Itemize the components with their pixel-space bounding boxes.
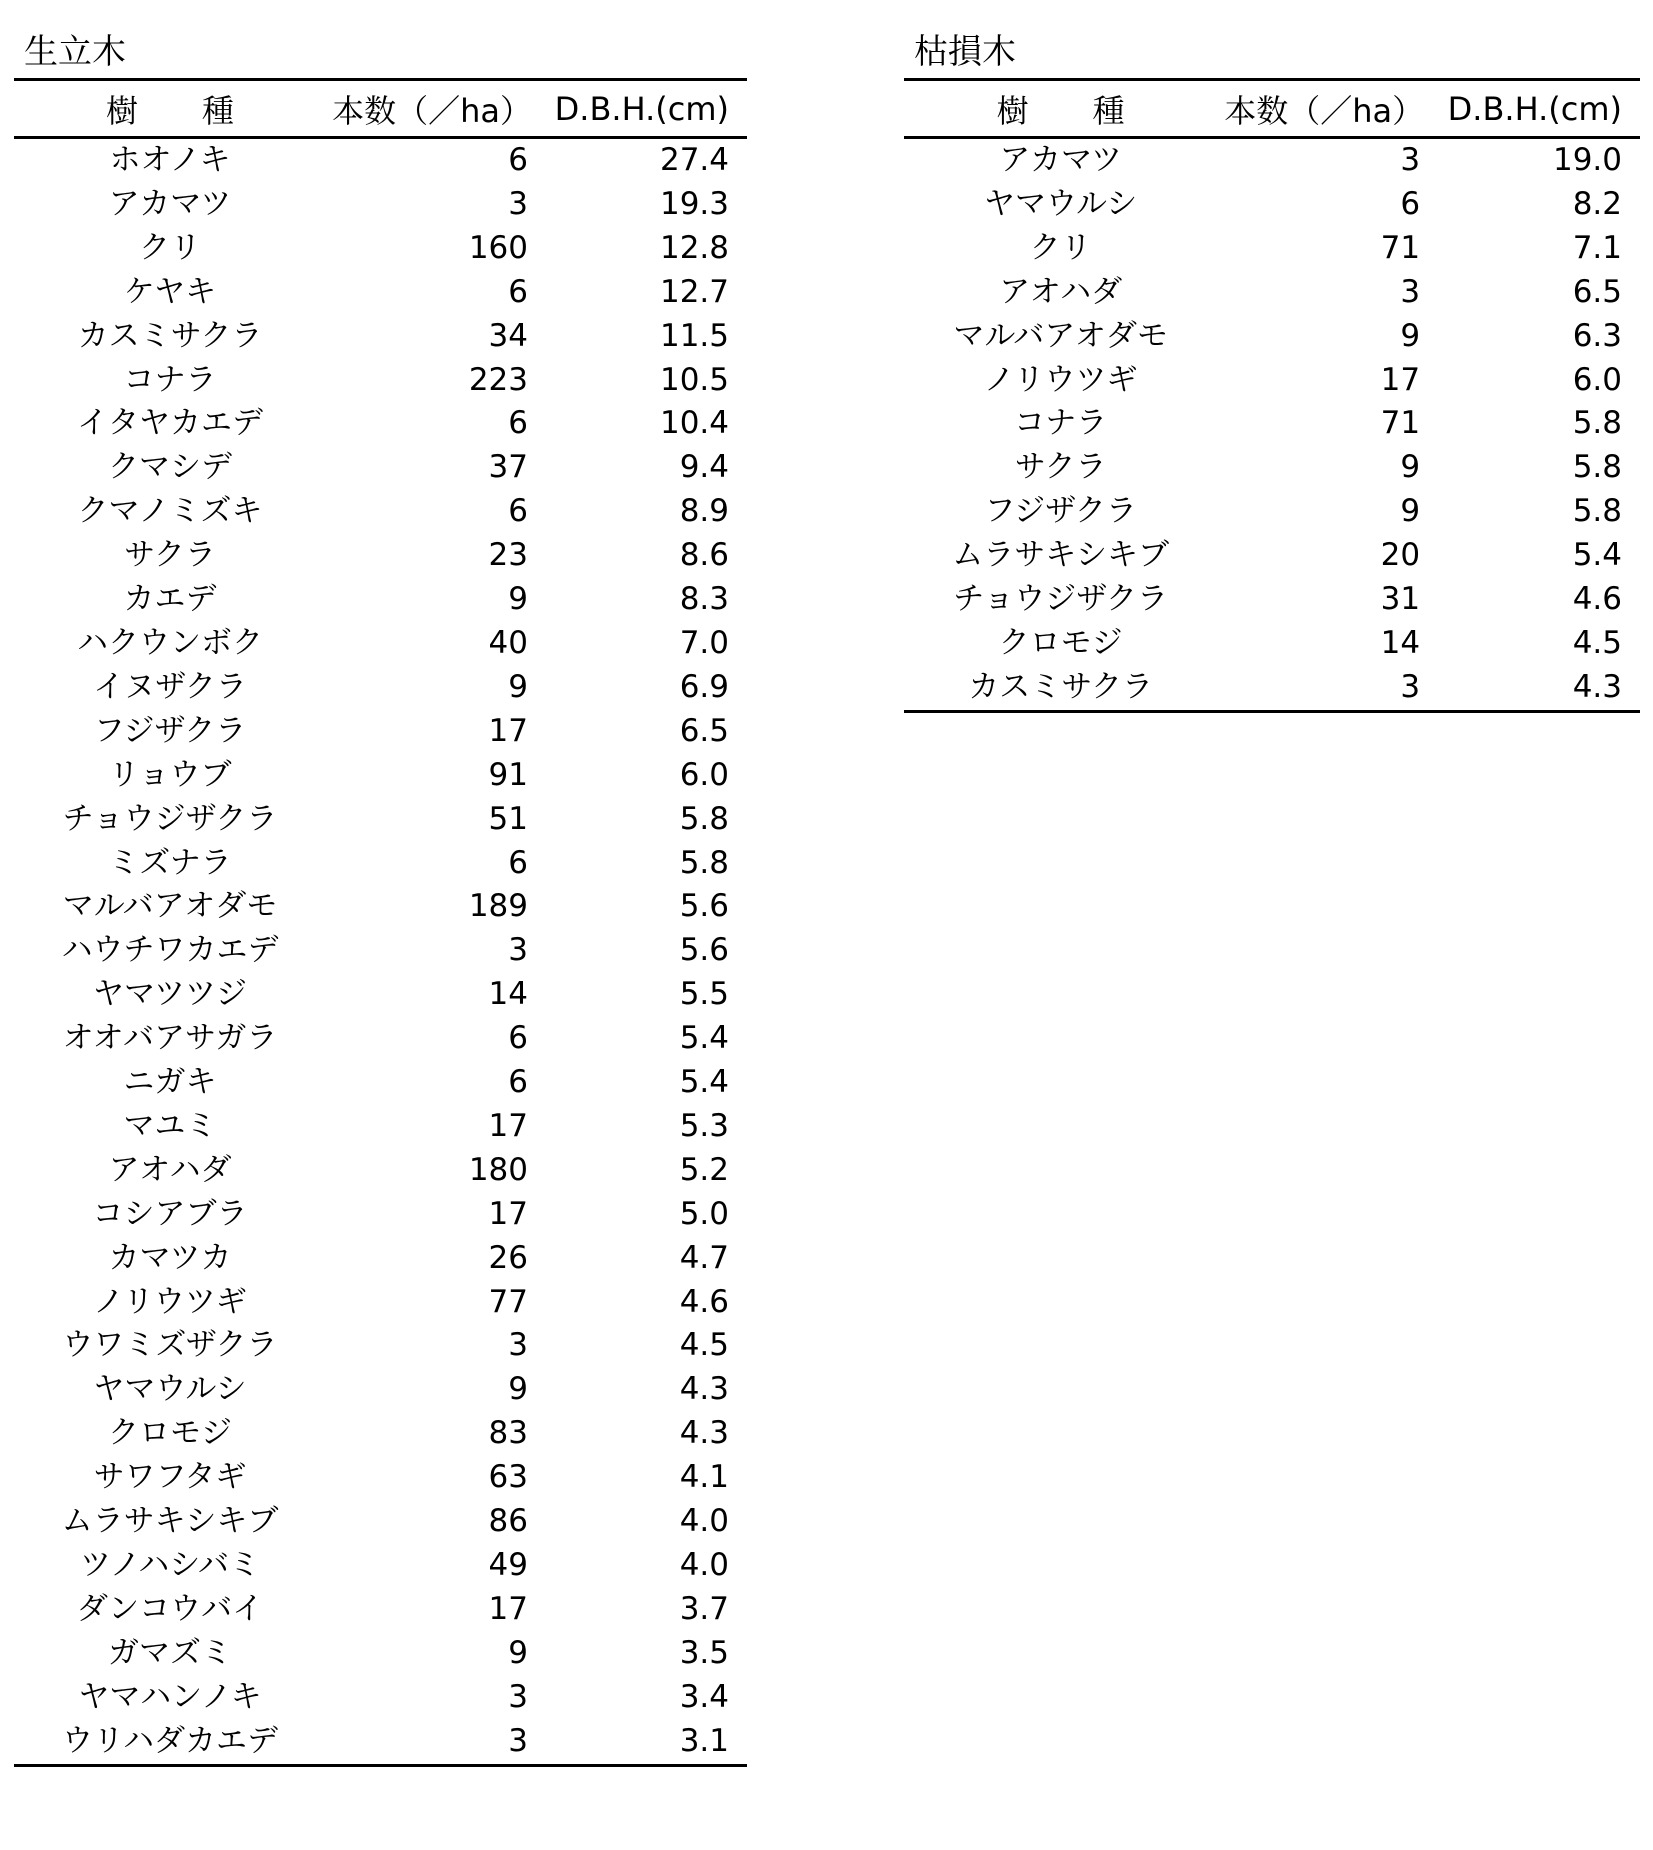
cell-dbh: 3.7 <box>679 1590 729 1627</box>
cell-count: 9 <box>508 1371 528 1408</box>
cell-species: カスミサクラ <box>77 317 263 354</box>
cell-dbh: 5.4 <box>1572 537 1622 574</box>
cell-dbh: 4.3 <box>1572 668 1622 705</box>
cell-species: カマツカ <box>108 1239 232 1276</box>
cell-dbh: 6.9 <box>679 668 729 705</box>
table-row <box>14 1017 747 1061</box>
cell-dbh: 3.1 <box>679 1722 729 1759</box>
table-row <box>14 1105 747 1149</box>
cell-count: 6 <box>508 405 528 442</box>
cell-species: ツノハシバミ <box>79 1547 261 1583</box>
table-row <box>14 1500 747 1544</box>
table-row <box>14 1720 747 1765</box>
cell-count: 17 <box>488 1107 528 1144</box>
cell-dbh: 10.4 <box>659 405 729 442</box>
table-row <box>14 929 747 973</box>
cell-dbh: 4.1 <box>679 1459 729 1496</box>
cell-species: アカマツ <box>999 142 1123 178</box>
table-row <box>904 183 1640 227</box>
cell-species: アオハダ <box>108 1151 232 1188</box>
cell-species: フジザクラ <box>93 712 247 749</box>
cell-count: 49 <box>488 1547 528 1583</box>
cell-dbh: 4.3 <box>679 1371 729 1408</box>
cell-count: 6 <box>508 1020 528 1057</box>
cell-count: 3 <box>1400 668 1421 705</box>
table-header-row <box>14 80 747 138</box>
table-row <box>14 885 747 929</box>
table-row <box>904 578 1640 622</box>
cell-dbh: 8.3 <box>679 581 729 618</box>
cell-dbh: 6.0 <box>1572 361 1622 398</box>
cell-dbh: 3.5 <box>679 1634 729 1671</box>
cell-dbh: 9.4 <box>679 449 729 486</box>
cell-dbh: 4.0 <box>679 1503 729 1540</box>
cell-dbh: 19.3 <box>659 185 729 222</box>
cell-dbh: 6.5 <box>1572 273 1622 310</box>
table-row <box>14 710 747 754</box>
cell-count: 3 <box>508 185 528 222</box>
cell-count: 3 <box>508 1722 528 1759</box>
table-row <box>14 1676 747 1720</box>
cell-dbh: 5.8 <box>679 800 729 837</box>
cell-species: イタヤカエデ <box>77 405 263 442</box>
dead-trees-block <box>904 30 1640 713</box>
table-row <box>14 666 747 710</box>
cell-count: 6 <box>508 493 528 530</box>
cell-dbh: 6.3 <box>1572 317 1622 354</box>
table-row <box>14 842 747 886</box>
cell-species: ウリハダカエデ <box>61 1722 279 1759</box>
cell-count: 9 <box>508 581 528 618</box>
cell-count: 86 <box>488 1503 528 1540</box>
cell-dbh: 5.8 <box>1572 449 1622 486</box>
table-row <box>14 1632 747 1676</box>
table-row <box>14 1368 747 1412</box>
header-dbh: D.B.H.(cm) <box>1447 89 1622 128</box>
cell-species: クマシデ <box>108 449 232 486</box>
cell-dbh: 8.2 <box>1572 185 1622 222</box>
table-row <box>904 138 1640 183</box>
cell-count: 17 <box>488 1590 528 1627</box>
cell-species: コシアブラ <box>92 1195 248 1232</box>
cell-species: アカマツ <box>108 185 232 222</box>
cell-dbh: 12.8 <box>659 229 729 266</box>
table-row <box>14 973 747 1017</box>
table-row <box>14 1281 747 1325</box>
cell-count: 6 <box>1400 185 1421 222</box>
live-trees-title: 生立木 <box>24 32 126 72</box>
table-row <box>904 315 1640 359</box>
cell-species: ヤマツツジ <box>92 976 248 1013</box>
cell-count: 83 <box>488 1415 528 1452</box>
cell-count: 6 <box>508 1064 528 1101</box>
cell-count: 63 <box>488 1459 528 1496</box>
table-row <box>14 534 747 578</box>
cell-count: 51 <box>488 800 528 837</box>
cell-species: ハウチワカエデ <box>61 932 279 969</box>
table-header-row <box>904 80 1640 138</box>
cell-species: ムラサキシキブ <box>61 1503 279 1540</box>
cell-count: 23 <box>488 537 528 574</box>
cell-species: サワフタギ <box>93 1459 247 1496</box>
cell-dbh: 5.3 <box>679 1107 729 1144</box>
live-trees-body <box>14 138 747 1766</box>
table-row <box>14 1193 747 1237</box>
cell-count: 160 <box>468 229 528 266</box>
cell-species: クロモジ <box>998 624 1123 661</box>
table-row <box>904 446 1640 490</box>
cell-count: 9 <box>508 1634 528 1671</box>
table-row <box>14 183 747 227</box>
cell-count: 9 <box>1400 449 1421 486</box>
cell-dbh: 4.0 <box>679 1547 729 1583</box>
live-trees-block <box>14 30 747 1767</box>
cell-dbh: 19.0 <box>1552 142 1622 178</box>
cell-count: 77 <box>488 1283 528 1320</box>
cell-species: チョウジザクラ <box>62 800 278 837</box>
cell-dbh: 5.8 <box>1572 493 1622 530</box>
table-row <box>14 359 747 403</box>
cell-dbh: 11.5 <box>659 317 729 354</box>
cell-species: チョウジザクラ <box>953 581 1169 618</box>
cell-count: 3 <box>1400 273 1421 310</box>
cell-dbh: 6.0 <box>679 756 729 793</box>
cell-species: ヤマウルシ <box>93 1371 247 1408</box>
table-row <box>14 1237 747 1281</box>
cell-dbh: 10.5 <box>659 361 729 398</box>
header-species: 樹 種 <box>996 91 1125 130</box>
cell-dbh: 4.6 <box>1572 581 1622 618</box>
table-row <box>14 1456 747 1500</box>
table-row <box>14 271 747 315</box>
cell-dbh: 7.0 <box>679 624 729 661</box>
cell-dbh: 4.7 <box>679 1239 729 1276</box>
cell-dbh: 12.7 <box>659 273 729 310</box>
cell-dbh: 7.1 <box>1572 229 1622 266</box>
cell-species: ケヤキ <box>123 273 217 310</box>
table-row <box>14 1061 747 1105</box>
cell-species: クリ <box>1029 229 1092 266</box>
cell-species: アオハダ <box>999 273 1123 310</box>
cell-species: リョウブ <box>108 756 232 793</box>
table-row <box>14 1149 747 1193</box>
cell-species: サクラ <box>124 537 216 574</box>
dead-trees-title: 枯損木 <box>914 32 1016 72</box>
cell-count: 3 <box>1400 142 1421 178</box>
cell-count: 31 <box>1380 581 1421 618</box>
cell-count: 180 <box>468 1151 528 1188</box>
cell-dbh: 5.8 <box>679 844 729 881</box>
cell-count: 91 <box>488 756 528 793</box>
cell-species: カエデ <box>123 581 217 618</box>
cell-dbh: 8.9 <box>679 493 729 530</box>
cell-dbh: 4.3 <box>679 1415 729 1452</box>
header-species: 樹 種 <box>105 91 234 130</box>
cell-count: 34 <box>488 317 528 354</box>
table-row <box>14 315 747 359</box>
cell-count: 37 <box>488 449 528 486</box>
cell-dbh: 5.4 <box>679 1020 729 1057</box>
cell-dbh: 5.4 <box>679 1064 729 1101</box>
cell-species: ヤマハンノキ <box>78 1678 262 1715</box>
table-row <box>904 271 1640 315</box>
cell-species: オオバアサガラ <box>62 1020 278 1057</box>
cell-count: 14 <box>1380 624 1421 661</box>
table-row <box>14 446 747 490</box>
table-row <box>14 1588 747 1632</box>
cell-count: 71 <box>1380 405 1421 442</box>
cell-species: ニガキ <box>123 1064 217 1101</box>
cell-species: ノリウツギ <box>93 1283 247 1320</box>
cell-count: 17 <box>1380 361 1421 398</box>
cell-count: 223 <box>468 361 528 398</box>
table-row <box>14 402 747 446</box>
cell-species: ムラサキシキブ <box>952 537 1169 574</box>
cell-dbh: 5.6 <box>679 932 729 969</box>
dead-trees-body <box>904 138 1640 712</box>
cell-species: マルバアオダモ <box>62 888 278 925</box>
cell-dbh: 5.8 <box>1572 405 1622 442</box>
cell-dbh: 5.5 <box>679 976 729 1013</box>
cell-species: カスミサクラ <box>968 668 1154 705</box>
table-row <box>14 227 747 271</box>
table-row <box>904 402 1640 446</box>
header-count: 本数（／ha） <box>332 91 532 130</box>
cell-species: ハクウンボク <box>77 624 263 661</box>
cell-dbh: 27.4 <box>659 142 729 178</box>
table-row <box>904 534 1640 578</box>
header-count: 本数（／ha） <box>1224 91 1425 130</box>
cell-dbh: 5.6 <box>679 888 729 925</box>
cell-species: マユミ <box>123 1107 217 1144</box>
cell-species: ウワミズザクラ <box>62 1327 278 1364</box>
cell-dbh: 6.5 <box>679 712 729 749</box>
table-row <box>904 490 1640 534</box>
cell-species: イヌザクラ <box>93 668 247 705</box>
cell-species: クリ <box>139 229 201 266</box>
cell-species: サクラ <box>1014 449 1107 486</box>
table-row <box>904 622 1640 666</box>
cell-count: 9 <box>508 668 528 705</box>
cell-dbh: 5.2 <box>679 1151 729 1188</box>
cell-dbh: 4.5 <box>679 1327 729 1364</box>
cell-species: ヤマウルシ <box>983 185 1138 222</box>
cell-species: クロモジ <box>108 1415 232 1452</box>
cell-species: ホオノキ <box>109 142 231 178</box>
cell-species: フジザクラ <box>984 493 1137 530</box>
cell-count: 3 <box>508 932 528 969</box>
cell-species: コナラ <box>1014 405 1108 442</box>
header-dbh: D.B.H.(cm) <box>554 89 729 128</box>
cell-count: 17 <box>488 712 528 749</box>
cell-count: 9 <box>1400 317 1421 354</box>
cell-count: 189 <box>468 888 528 925</box>
table-row <box>904 359 1640 403</box>
table-row <box>14 1544 747 1588</box>
cell-dbh: 3.4 <box>679 1678 729 1715</box>
table-row <box>904 227 1640 271</box>
table-row <box>14 578 747 622</box>
cell-species: ガマズミ <box>108 1634 232 1671</box>
live-trees-table <box>14 78 747 1767</box>
table-row <box>14 622 747 666</box>
cell-dbh: 4.6 <box>679 1283 729 1320</box>
table-row <box>14 1412 747 1456</box>
dead-trees-table <box>904 78 1640 713</box>
cell-dbh: 8.6 <box>679 537 729 574</box>
table-row <box>14 1324 747 1368</box>
table-row <box>14 490 747 534</box>
cell-species: マルバアオダモ <box>953 317 1168 354</box>
table-row <box>14 798 747 842</box>
cell-count: 20 <box>1380 537 1421 574</box>
cell-count: 26 <box>488 1239 528 1276</box>
cell-species: ノリウツギ <box>983 361 1138 398</box>
cell-count: 6 <box>508 142 528 178</box>
cell-dbh: 5.0 <box>679 1195 729 1232</box>
cell-species: ミズナラ <box>108 844 232 881</box>
cell-count: 6 <box>508 844 528 881</box>
cell-count: 17 <box>488 1195 528 1232</box>
table-row <box>904 666 1640 711</box>
table-row <box>14 754 747 798</box>
cell-species: コナラ <box>123 361 217 398</box>
cell-count: 40 <box>488 624 528 661</box>
cell-count: 3 <box>508 1327 528 1364</box>
cell-count: 9 <box>1400 493 1421 530</box>
cell-species: ダンコウバイ <box>76 1590 264 1627</box>
cell-count: 14 <box>488 976 528 1013</box>
cell-dbh: 4.5 <box>1572 624 1622 661</box>
cell-count: 6 <box>508 273 528 310</box>
cell-count: 71 <box>1380 229 1421 266</box>
cell-count: 3 <box>508 1678 528 1715</box>
table-row <box>14 138 747 183</box>
cell-species: クマノミズキ <box>77 493 263 530</box>
